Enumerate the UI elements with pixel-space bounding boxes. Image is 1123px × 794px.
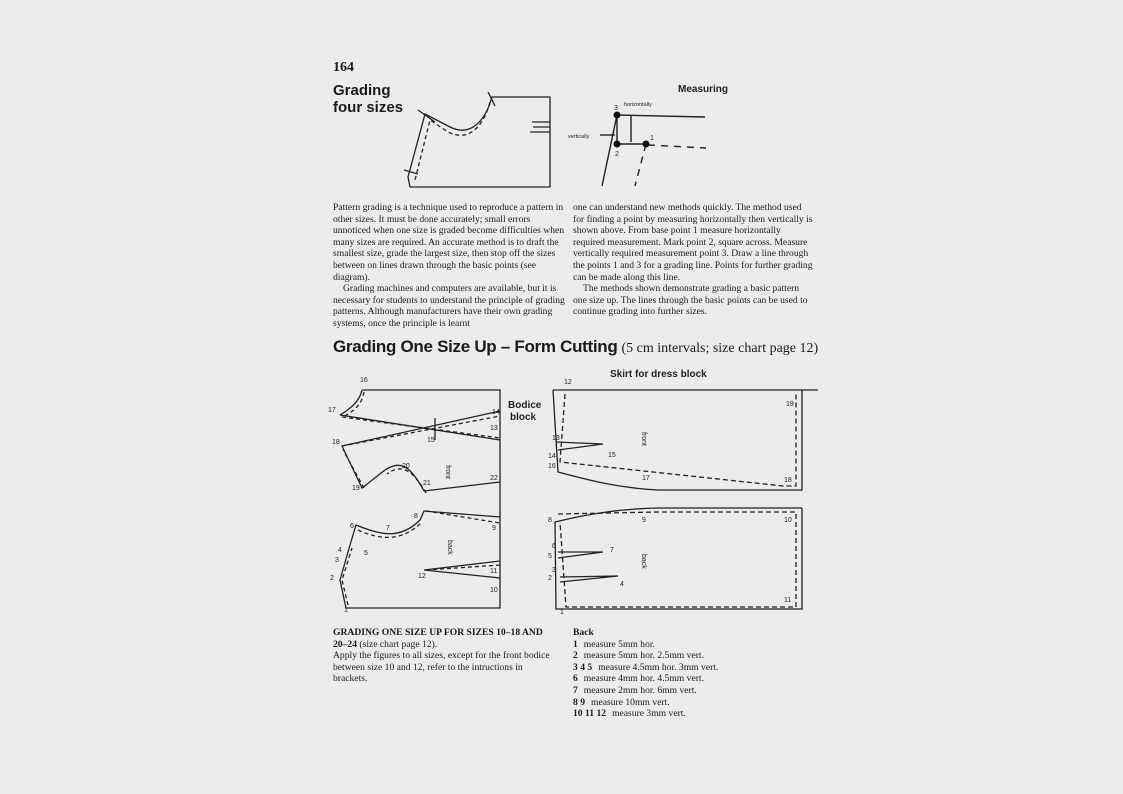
measurement-text: measure 5mm hor. 2.5mm vert. bbox=[583, 650, 704, 662]
point-label: 1 bbox=[650, 135, 654, 142]
point-label: 10 bbox=[784, 517, 792, 524]
skirt-title: Skirt for dress block bbox=[610, 369, 707, 380]
list-item bbox=[573, 685, 773, 697]
point-number: 3 4 5 bbox=[573, 661, 593, 673]
point-label: 21 bbox=[423, 480, 431, 487]
skirt-block-diagram bbox=[538, 362, 823, 614]
point-label: 16 bbox=[548, 463, 556, 470]
point-label: 22 bbox=[490, 475, 498, 482]
list-item bbox=[573, 662, 773, 674]
measurement-text: measure 4.5mm hor. 3mm vert. bbox=[598, 661, 719, 673]
point-label: 3 bbox=[552, 567, 556, 574]
point-label: 16 bbox=[360, 377, 368, 384]
point-label: 4 bbox=[338, 547, 342, 554]
list-item bbox=[573, 650, 773, 662]
point-label: 5 bbox=[548, 553, 552, 560]
point-label: 14 bbox=[548, 453, 556, 460]
list-item bbox=[573, 673, 773, 685]
bodice-title: Bodice bbox=[508, 400, 542, 411]
front-label: front bbox=[444, 465, 451, 480]
point-label: 2 bbox=[615, 151, 619, 158]
paragraph: Pattern grading is a technique used to reproduce a pattern in other sizes. It must be done accurately; small errors unnoticed when one size is graded become difficulties when many sizes are required. An accurate method is to draft the smallest size, grade the largest size, then stop off the sizes between on lines drawn through the basic points (see diagram). bbox=[333, 202, 565, 283]
point-number: 8 9 bbox=[573, 696, 585, 708]
point-label: 1 bbox=[560, 609, 564, 614]
point-label: 1 bbox=[344, 607, 348, 614]
intro-right-column bbox=[573, 202, 815, 318]
point-label: 19 bbox=[352, 485, 360, 492]
measuring-title: Measuring bbox=[678, 84, 729, 95]
intro-left-column bbox=[333, 202, 565, 330]
point-label: 20 bbox=[402, 463, 410, 470]
list-item bbox=[573, 697, 773, 709]
point-label: 9 bbox=[642, 517, 646, 524]
point-label: 12 bbox=[418, 573, 426, 580]
point-number: 6 bbox=[573, 673, 578, 685]
list-item bbox=[573, 708, 773, 720]
bodice-title: block bbox=[510, 412, 537, 423]
section-heading bbox=[333, 337, 818, 357]
heading-bold: Grading One Size Up – Form Cutting bbox=[333, 337, 618, 356]
point-label: 7 bbox=[386, 525, 390, 532]
point-label: 2 bbox=[330, 575, 334, 582]
point-label: 13 bbox=[552, 435, 560, 442]
horizontally-label: horizontally bbox=[624, 102, 652, 108]
measurement-text: measure 5mm hor. bbox=[583, 638, 655, 650]
back-label: back bbox=[640, 554, 647, 569]
point-label: 15 bbox=[427, 437, 435, 444]
list-item bbox=[573, 639, 773, 651]
point-label: 17 bbox=[328, 407, 336, 414]
measurement-text: measure 2mm hor. 6mm vert. bbox=[583, 684, 697, 696]
point-label: 11 bbox=[490, 568, 498, 575]
point-label: 6 bbox=[350, 523, 354, 530]
measurement-text: measure 10mm vert. bbox=[591, 696, 670, 708]
point-number: 2 bbox=[573, 650, 578, 662]
point-label: 5 bbox=[364, 550, 368, 557]
point-label: 3 bbox=[614, 105, 618, 112]
point-label: 7 bbox=[610, 547, 614, 554]
point-label: 15 bbox=[608, 452, 616, 459]
point-label: 2 bbox=[548, 575, 552, 582]
measurement-text: measure 4mm hor. 4.5mm vert. bbox=[583, 673, 704, 685]
section-title-line: Grading bbox=[333, 82, 391, 99]
bodice-block-diagram bbox=[320, 370, 545, 615]
point-label: 8 bbox=[414, 513, 418, 520]
point-label: 11 bbox=[784, 597, 792, 604]
vertically-label: vertically bbox=[568, 134, 590, 140]
instructions-heading: GRADING ONE SIZE UP FOR SIZES 10–18 AND 20–24 bbox=[333, 627, 543, 650]
point-label: 9 bbox=[492, 525, 496, 532]
point-label: 18 bbox=[784, 477, 792, 484]
point-label: 6 bbox=[552, 543, 556, 550]
point-number: 10 11 12 bbox=[573, 708, 607, 720]
instructions-note: (size chart page 12). bbox=[359, 638, 438, 650]
point-label: 4 bbox=[620, 581, 624, 588]
section-title-line: four sizes bbox=[333, 99, 404, 116]
point-label: 14 bbox=[492, 409, 500, 416]
measuring-diagram bbox=[560, 78, 740, 193]
point-label: 17 bbox=[642, 475, 650, 482]
heading-note: (5 cm intervals; size chart page 12) bbox=[621, 341, 819, 356]
point-label: 19 bbox=[786, 401, 794, 408]
grading-diagram bbox=[400, 92, 560, 194]
front-label: front bbox=[640, 432, 647, 447]
point-number: 7 bbox=[573, 684, 578, 696]
paragraph: The methods shown demonstrate grading a basic pattern one size up. The lines through the basic points can be used to continue grading into further sizes. bbox=[573, 283, 808, 318]
page-number: 164 bbox=[333, 60, 354, 75]
point-label: 13 bbox=[490, 425, 498, 432]
back-measurements-list bbox=[573, 627, 773, 720]
point-label: 12 bbox=[564, 379, 572, 386]
point-number: 1 bbox=[573, 638, 578, 650]
back-label: back bbox=[446, 540, 453, 555]
section-title bbox=[333, 82, 403, 116]
point-label: 18 bbox=[332, 439, 340, 446]
point-label: 3 bbox=[335, 557, 339, 564]
instructions-body: Apply the figures to all sizes, except for the front bodice between size 10 and 12, refer to the intructions in brackets. bbox=[333, 650, 550, 685]
back-list-title: Back bbox=[573, 627, 594, 638]
point-label: 8 bbox=[548, 517, 552, 524]
paragraph: Grading machines and computers are available, but it is necessary for students to understand the principle of grading patterns. Although manufacturers have their own grading systems, once the principle is learnt bbox=[333, 283, 565, 329]
grading-instructions bbox=[333, 627, 558, 685]
measurement-text: measure 3mm vert. bbox=[612, 708, 686, 720]
paragraph: one can understand new methods quickly. The method used for finding a point by measuring horizontally then vertically is shown above. From base point 1 measure horizontally required measurement. Mark point 2, square across. Measure vertically required measurement point 3. Draw a line through the points 1 and 3 for a grading line. Points for further grading can be made along this line. bbox=[573, 202, 813, 283]
point-label: 10 bbox=[490, 587, 498, 594]
